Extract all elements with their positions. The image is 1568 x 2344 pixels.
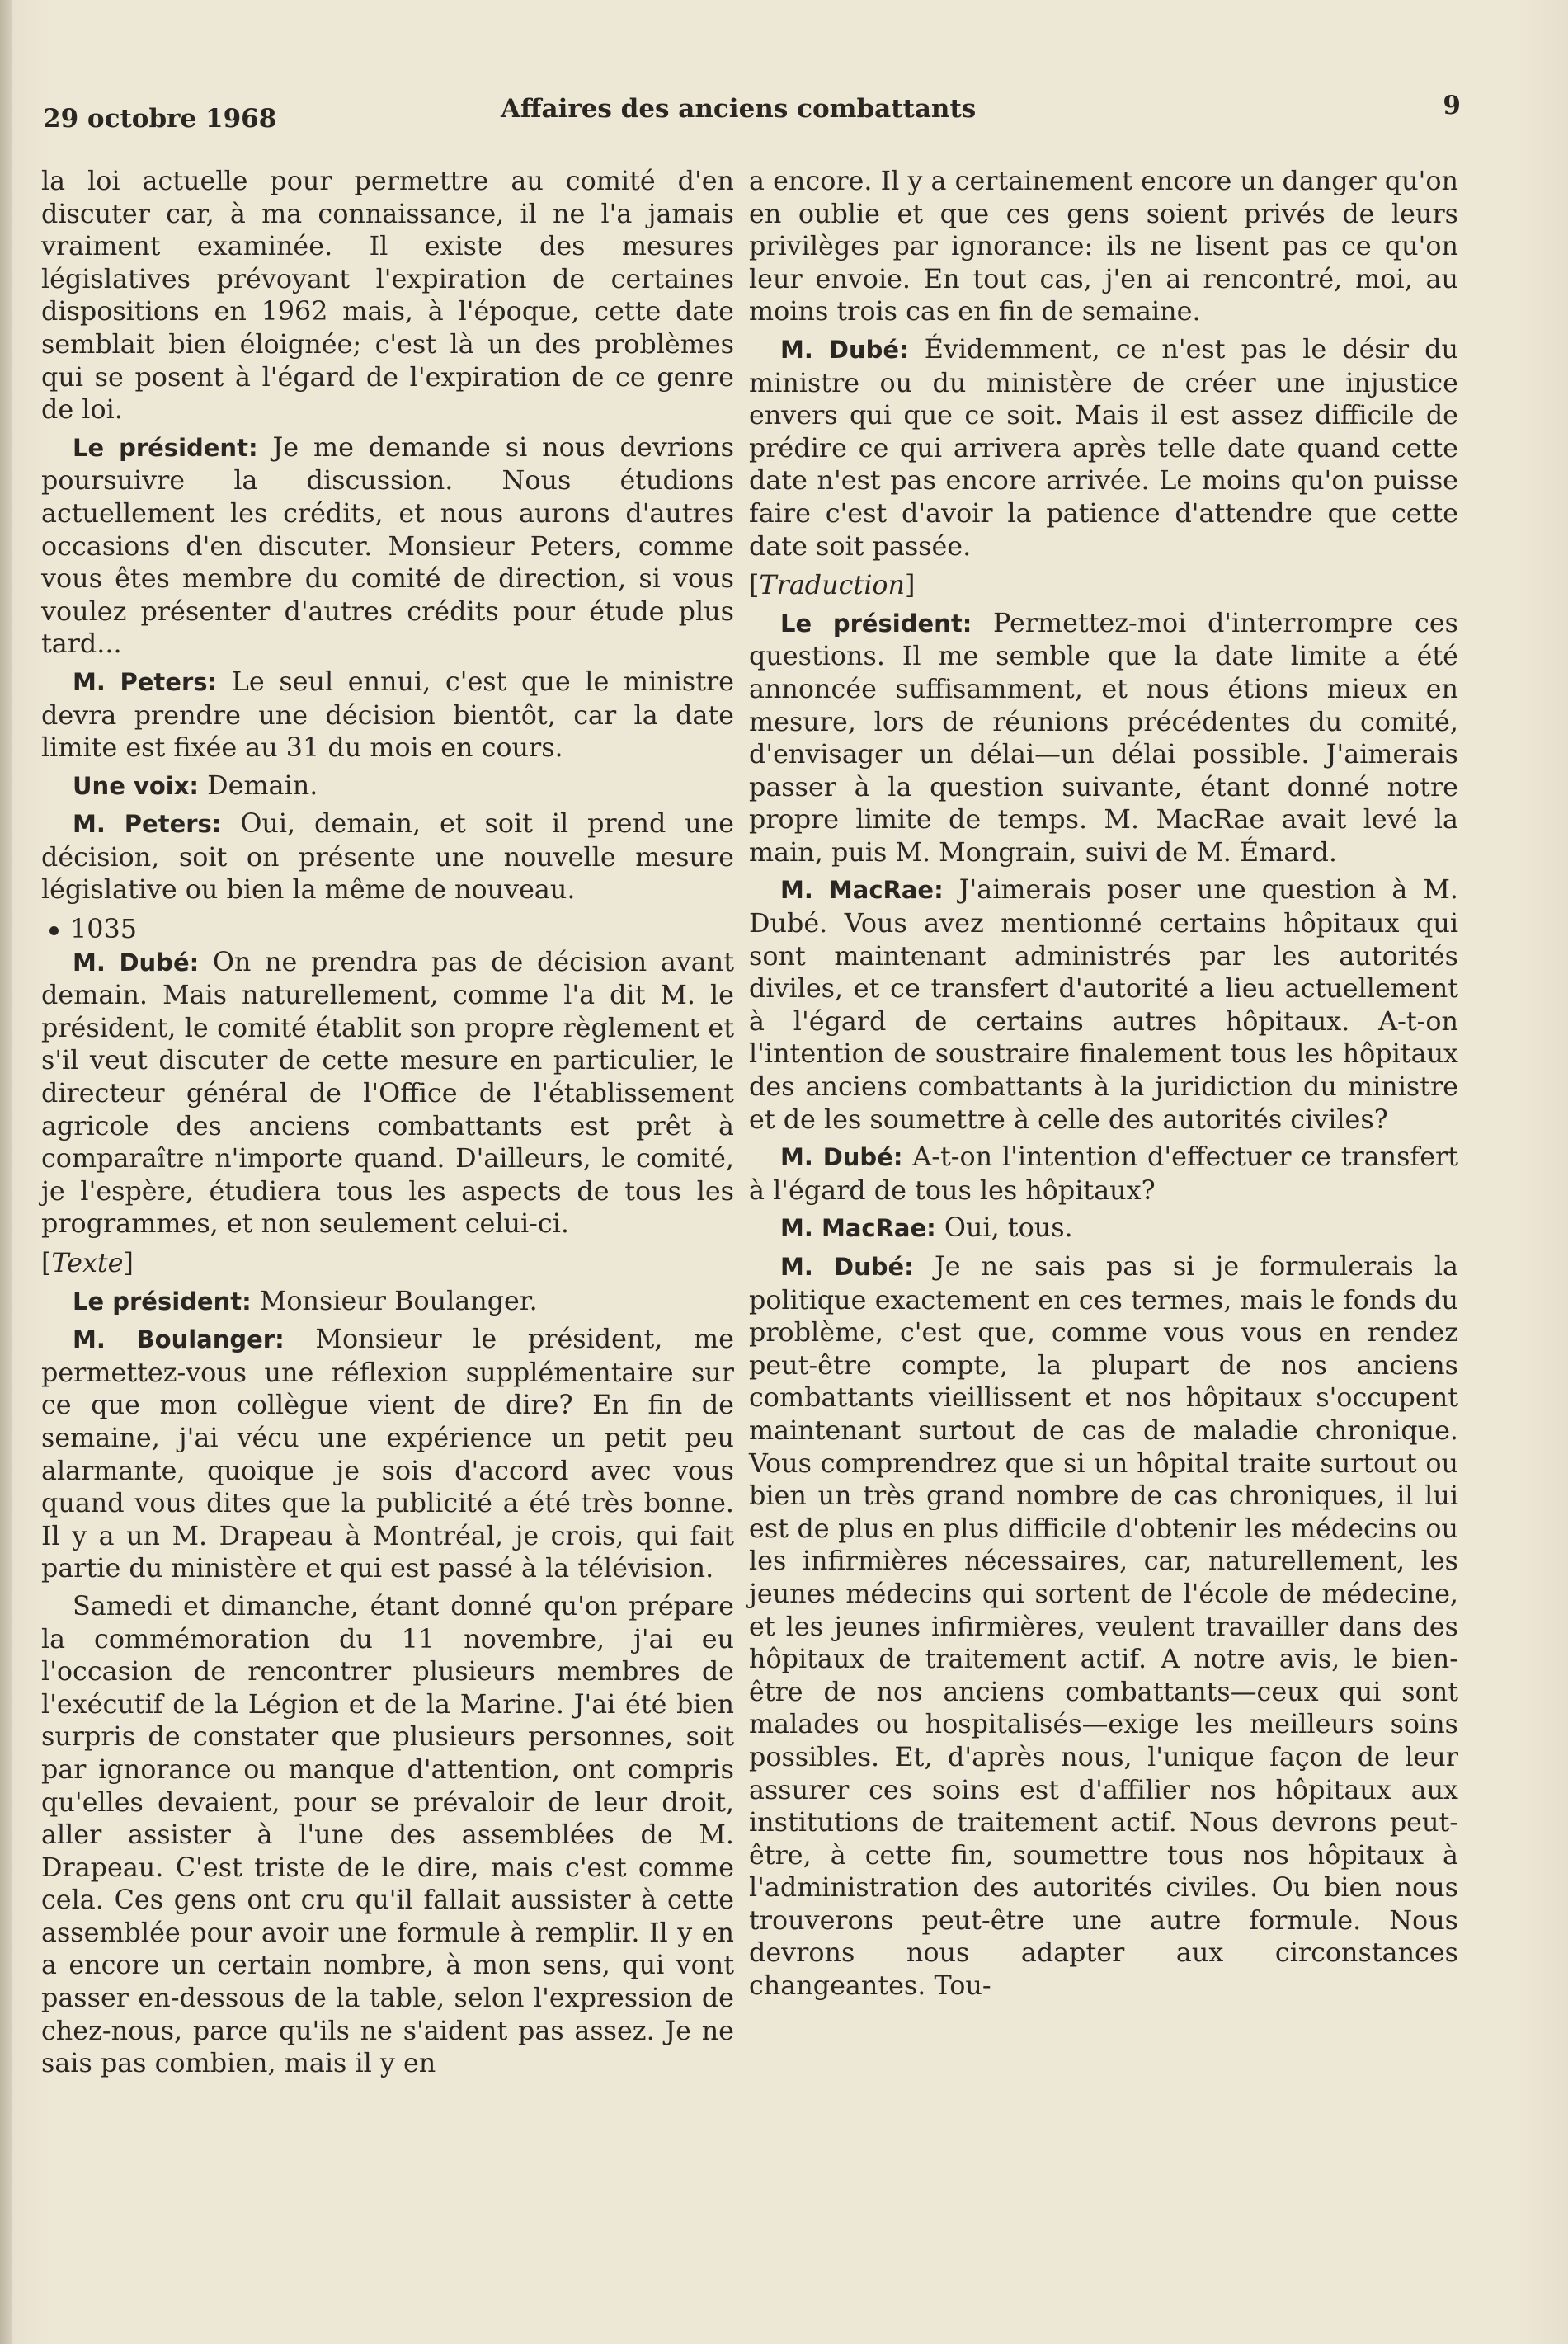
time-marker <box>41 913 734 946</box>
section-label-text: Texte <box>51 1248 124 1278</box>
speech-text: On ne prendra pas de décision avant demain. Mais naturellement, comme l'a dit M. le président, le comité établit son propre règlement et s'il veut discuter de cette mesure en particulier, le directeur général de l'Office de l'établissement agricole des anciens combattants est prêt à comparaître n'importe quand. D'ailleurs, le comité, je l'espère, étudiera tous les aspects de tous les programmes, et non seulement celui-ci. <box>41 946 734 1240</box>
speech-paragraph <box>749 1141 1458 1207</box>
speaker-name: Le président: <box>780 609 972 638</box>
paragraph: a encore. Il y a certainement encore un danger qu'on en oublie et que ces gens soient privés de leurs privilèges par ignorance: ils ne lisent pas ce qu'on leur envoie. En tout cas, j'en ai rencontré, moi, au moins trois cas en fin de semaine. <box>749 166 1458 327</box>
speech-text: Oui, tous. <box>935 1212 1073 1244</box>
speech-text: Monsieur le président, me permettez-vous une réflexion supplémentaire sur ce que mon collègue vient de dire? En fin de semaine, j'ai vécu une expérience un petit peu alarmante, quoique je sois d'accord avec vous quand vous dites que la publicité a été très bonne. Il y a un M. Drapeau à Montréal, je crois, qui fait partie du ministère et qui est passé à la télévision. <box>41 1324 734 1584</box>
speech-paragraph <box>749 1212 1458 1245</box>
speech-paragraph <box>41 770 734 803</box>
speech-text: Monsieur Boulanger. <box>251 1285 538 1316</box>
speaker-name: Le président: <box>73 1287 252 1316</box>
section-label-text: Traduction <box>759 570 905 601</box>
speaker-name: M. MacRae: <box>780 1214 936 1243</box>
time-marker-text: 1035 <box>70 914 137 945</box>
speaker-name: Une voix: <box>73 771 200 800</box>
speech-text: Je me demande si nous devrions poursuivre la discussion. Nous étudions actuellement les crédits, et nous aurons d'autres occasions d'en discuter. Monsieur Peters, comme vous êtes membre du comité de direction, si vous voulez présenter d'autres crédits pour étude plus tard... <box>41 431 734 660</box>
page-header <box>43 89 1461 134</box>
speech-text: A-t-on l'intention d'effectuer ce transfert à l'égard de tous les hôpitaux? <box>749 1141 1458 1206</box>
speech-paragraph <box>41 431 734 661</box>
speech-text: J'aimerais poser une question à M. Dubé. Vous avez mentionné certains hôpitaux qui sont maintenant administrés par les autorités diviles, et ce transfert d'autorité a lieu actuellement à l'égard de certains autres hôpitaux. A-t-on l'intention de soustraire finalement tous les hôpitaux des anciens combattants à la juridiction du ministre et de les soumettre à celle des autorités civiles? <box>749 874 1458 1135</box>
right-column <box>749 165 1458 2007</box>
section-label: [Texte] <box>41 1248 134 1278</box>
bullet-icon <box>49 926 59 935</box>
speech-paragraph <box>41 946 734 1240</box>
speech-paragraph <box>749 607 1458 869</box>
speech-text: Demain. <box>199 770 318 801</box>
speech-paragraph <box>749 873 1458 1136</box>
speaker-name: M. Dubé: <box>780 335 909 364</box>
speech-paragraph <box>41 807 734 906</box>
speaker-name: Le président: <box>73 433 258 462</box>
speaker-name: M. Dubé: <box>780 1143 903 1172</box>
page-binding-edge <box>0 0 12 2344</box>
left-column <box>41 165 734 2085</box>
header-date: 29 octobre 1968 <box>43 104 277 134</box>
header-title: Affaires des anciens combattants <box>501 94 977 124</box>
speech-text: Permettez-moi d'interrompre ces questions. Il me semble que la date limite a été annoncée suffisamment, et nous étions mieux en mesure, lors de réunions précédentes du comité, d'envisager un délai—un délai possible. J'aimerais passer à la question suivante, étant donné notre propre limite de temps. M. MacRae avait levé la main, puis M. Mongrain, suivi de M. Émard. <box>749 607 1458 868</box>
speech-text: Je ne sais pas si je formulerais la politique exactement en ces termes, mais le fonds du problème, c'est que, comme vous vous en rendez peut-être compte, la plupart de nos anciens combattants vieillissent et nos hôpitaux s'occupent maintenant surtout de cas de maladie chronique. Vous comprendrez que si un hôpital traite surtout ou bien un très grand nombre de cas chroniques, il lui est de plus en plus difficile d'obtenir les médecins ou les infirmières nécessaires, car, naturellement, les jeunes médecins qui sortent de l'école de médecine, et les jeunes infirmières, veulent travailler dans des hôpitaux de traitement actif. A notre avis, le bien-être de nos anciens combattants—ceux qui sont malades ou hospitalisés—exige les meilleurs soins possibles. Et, d'après nous, l'unique façon de leur assurer ces soins est d'affilier nos hôpitaux aux institutions de traitement actif. Nous devrons peut-être, à cette fin, soumettre tous nos hôpitaux à l'administration des autorités civiles. Ou bien nous trouverons peut-être une autre formule. Nous devrons nous adapter aux circonstances changeantes. Tou- <box>749 1251 1458 2002</box>
speech-paragraph <box>749 1250 1458 2003</box>
speech-paragraph <box>41 1285 734 1319</box>
speaker-name: M. Dubé: <box>73 948 200 977</box>
speech-text: Le seul ennui, c'est que le ministre devra prendre une décision bientôt, car la date limite est fixée au 31 du mois en cours. <box>41 666 734 764</box>
paragraph: la loi actuelle pour permettre au comité d'en discuter car, à ma connaissance, il ne l'a jamais vraiment examinée. Il existe des mesures législatives prévoyant l'expiration de certaines dispositions en 1962 mais, à l'époque, cette date semblait bien éloignée; c'est là un des problèmes qui se posent à l'égard de l'expiration de ce genre de loi. <box>41 166 734 426</box>
speech-paragraph <box>749 333 1458 562</box>
speech-text: Oui, demain, et soit il prend une décision, soit on présente une nouvelle mesure législative ou bien la même de nouveau. <box>41 808 734 906</box>
speech-paragraph <box>41 1323 734 1585</box>
page-number: 9 <box>1443 91 1461 120</box>
speaker-name: M. Peters: <box>73 810 222 839</box>
speaker-name: M. Boulanger: <box>73 1325 285 1354</box>
paragraph: Samedi et dimanche, étant donné qu'on prépare la commémoration du 11 novembre, j'ai eu l'occasion de rencontrer plusieurs membres de l'exécutif de la Légion et de la Marine. J'ai été bien surpris de constater que plusieurs personnes, soit par ignorance ou manque d'attention, ont compris qu'elles devaient, pour se prévaloir de leur droit, aller assister à l'une des assemblées de M. Drapeau. C'est triste de le dire, mais c'est comme cela. Ces gens ont cru qu'il fallait aussister à cette assemblée pour avoir une formule à remplir. Il y en a encore un certain nombre, à mon sens, qui vont passer en-dessous de la table, selon l'expression de chez-nous, parce qu'ils ne s'aident pas assez. Je ne sais pas combien, mais il y en <box>41 1590 734 2079</box>
speaker-name: M. Dubé: <box>780 1253 914 1281</box>
speech-text: Évidemment, ce n'est pas le désir du ministre ou du ministère de créer une injustice envers qui que ce soit. Mais il est assez difficile de prédire ce qui arrivera après telle date quand cette date n'est pas encore arrivée. Le moins qu'on puisse faire c'est d'avoir la patience d'attendre que cette date soit passée. <box>749 333 1458 562</box>
section-label: [Traduction] <box>749 570 916 601</box>
speaker-name: M. MacRae: <box>780 876 944 905</box>
speech-paragraph <box>41 666 734 765</box>
speaker-name: M. Peters: <box>73 667 218 696</box>
